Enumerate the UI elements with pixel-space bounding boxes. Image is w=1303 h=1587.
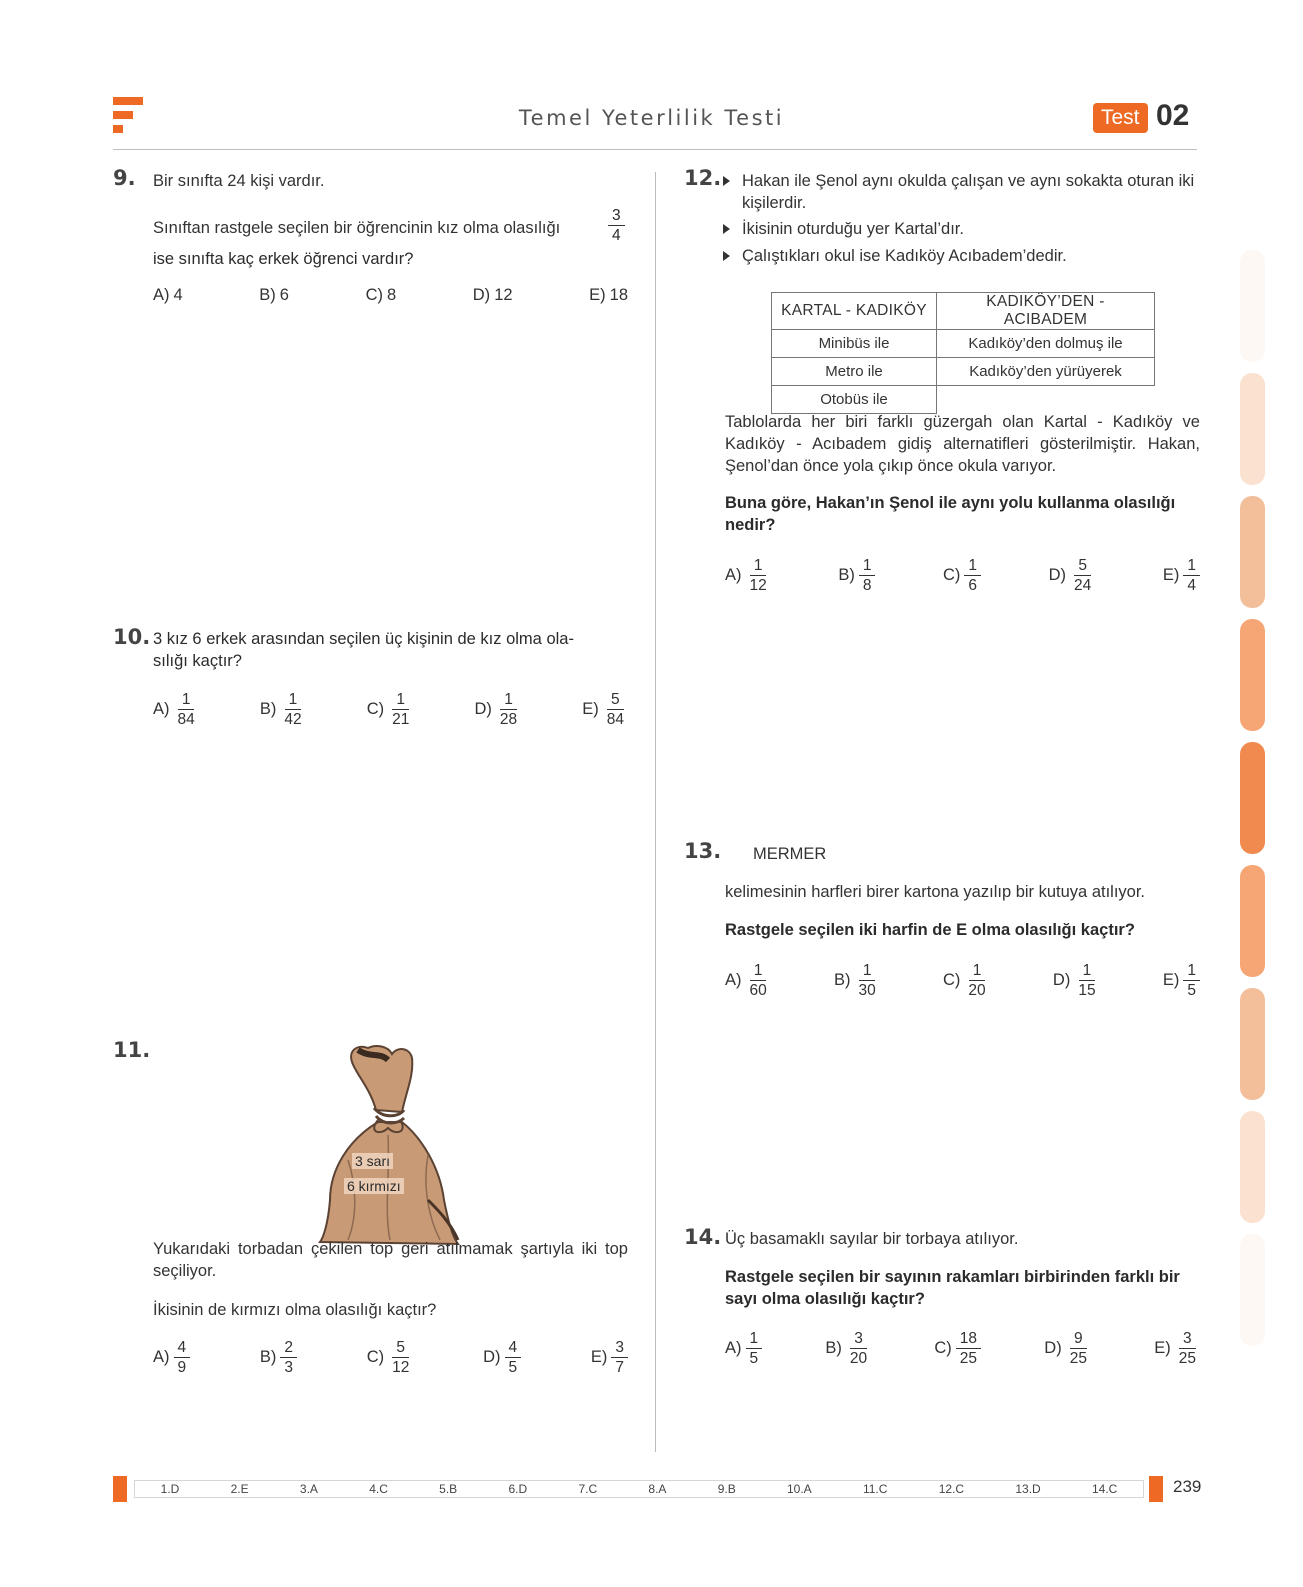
- fraction-denominator: 8: [862, 577, 872, 594]
- option-a[interactable]: [153, 286, 183, 305]
- option-e[interactable]: [1154, 1329, 1200, 1368]
- table-cell: Kadıköy’den yürüyerek: [937, 358, 1155, 386]
- option-c[interactable]: [366, 286, 397, 305]
- option-c[interactable]: [943, 556, 981, 595]
- option-fraction: [746, 556, 771, 595]
- option-label: E): [1162, 971, 1180, 989]
- side-tab[interactable]: [1240, 1234, 1265, 1346]
- side-tab[interactable]: [1240, 988, 1265, 1100]
- fraction-denominator: 5: [749, 1350, 759, 1367]
- option-a[interactable]: [725, 961, 771, 1000]
- fraction-numerator: 1: [178, 690, 195, 710]
- question-10-text-1: 3 kız 6 erkek arasından seçilen üç kişinin de kız olma ola-: [153, 630, 574, 648]
- question-12-question: Buna göre, Hakan’ın Şenol ile aynı yolu kullanma olasılığı nedir?: [725, 494, 1176, 534]
- option-b[interactable]: [260, 690, 306, 729]
- fraction-denominator: 20: [849, 1350, 868, 1367]
- option-fraction: [964, 961, 989, 1000]
- question-11-options: [153, 1338, 628, 1377]
- answer-item: 2.E: [230, 1482, 249, 1496]
- question-9-text-2: Sınıftan rastgele seçilen bir öğrencinin kız olma olasılığı: [153, 219, 561, 237]
- option-label: B): [259, 700, 277, 718]
- bag-label-yellow: 3 sarı: [352, 1153, 393, 1169]
- answer-item: 7.C: [578, 1482, 598, 1496]
- fraction-numerator: 3: [608, 206, 625, 226]
- fraction-numerator: 5: [607, 690, 624, 710]
- option-a[interactable]: [725, 556, 771, 595]
- bullet-icon: [723, 224, 730, 234]
- option-b[interactable]: [834, 961, 880, 1000]
- fraction-numerator: 2: [280, 1338, 297, 1358]
- question-9-fraction: [608, 206, 625, 245]
- footer-accent-right: [1149, 1476, 1163, 1502]
- option-e[interactable]: [589, 286, 628, 305]
- fraction-numerator: 1: [964, 556, 981, 576]
- option-fraction: [603, 690, 628, 729]
- side-tab[interactable]: [1240, 496, 1265, 608]
- answer-item: 4.C: [369, 1482, 388, 1496]
- option-fraction: [280, 1338, 297, 1377]
- table-cell-empty: [937, 386, 1155, 414]
- option-fraction: [855, 961, 880, 1000]
- option-d[interactable]: [483, 1338, 521, 1377]
- option-label: B): [259, 286, 276, 304]
- side-tab[interactable]: [1240, 619, 1265, 731]
- option-fraction: [846, 1329, 871, 1368]
- table-header-kadikoy-acibadem: KADIKÖY’DEN - ACIBADEM: [937, 293, 1155, 330]
- fraction-numerator: 1: [969, 961, 986, 981]
- fraction-numerator: 1: [1079, 961, 1096, 981]
- option-value: 12: [494, 286, 513, 304]
- fraction-numerator: 9: [1070, 1329, 1087, 1349]
- fraction-numerator: 1: [859, 556, 876, 576]
- option-value: 8: [386, 286, 397, 304]
- table-cell: Minibüs ile: [772, 330, 937, 358]
- fraction-denominator: 9: [177, 1359, 187, 1376]
- fraction-denominator: 84: [606, 711, 624, 728]
- fraction-denominator: 20: [968, 982, 986, 999]
- option-label: A): [153, 286, 170, 304]
- fraction-denominator: 25: [1178, 1350, 1196, 1367]
- side-tab-active[interactable]: [1240, 742, 1265, 854]
- option-label: A): [725, 971, 742, 989]
- option-label: E): [1154, 1339, 1171, 1357]
- option-label: D): [472, 286, 491, 304]
- question-13-number: 13.: [684, 839, 722, 863]
- option-fraction: [1183, 961, 1200, 1000]
- option-fraction: [859, 556, 876, 595]
- option-label: B): [825, 1339, 842, 1357]
- fraction-denominator: 12: [749, 577, 767, 594]
- fraction-denominator: 5: [1187, 982, 1196, 999]
- question-10-number: 10.: [113, 625, 151, 649]
- option-e[interactable]: [1163, 961, 1200, 1000]
- option-fraction: [611, 1338, 628, 1377]
- question-12-bullet-1: [742, 170, 1200, 214]
- option-fraction: [1175, 1329, 1200, 1368]
- table-cell: Kadıköy’den dolmuş ile: [937, 330, 1155, 358]
- fraction-numerator: 1: [750, 556, 767, 576]
- page-title: Temel Yeterlilik Testi: [518, 106, 785, 130]
- option-label: E): [590, 1348, 608, 1366]
- test-number: 02: [1156, 99, 1190, 132]
- table-cell: Metro ile: [772, 358, 937, 386]
- option-label: A): [153, 700, 170, 718]
- fraction-denominator: 42: [284, 711, 302, 728]
- answer-item: 11.C: [862, 1482, 888, 1496]
- option-fraction: [496, 690, 521, 729]
- question-14-number: 14.: [684, 1225, 722, 1249]
- option-fraction: [1183, 556, 1200, 595]
- option-label: D): [1048, 566, 1067, 584]
- fraction-numerator: 1: [1183, 556, 1200, 576]
- fraction-numerator: 18: [956, 1329, 981, 1349]
- side-tab[interactable]: [1240, 373, 1265, 485]
- option-label: C): [934, 1339, 952, 1357]
- answer-item: 8.A: [648, 1482, 667, 1496]
- question-13-question: Rastgele seçilen iki harfin de E olma olasılığı kaçtır?: [725, 921, 1135, 939]
- question-9-options: [153, 286, 628, 305]
- option-label: D): [1044, 1339, 1062, 1357]
- table-cell: Otobüs ile: [772, 386, 937, 414]
- option-fraction: [1066, 1329, 1091, 1368]
- option-label: A): [725, 566, 742, 584]
- question-9-text-1: Bir sınıfta 24 kişi vardır.: [153, 172, 325, 190]
- bullet-icon: [723, 176, 730, 186]
- option-label: C): [943, 971, 961, 989]
- fraction-numerator: 5: [1074, 556, 1091, 576]
- bag-label-red: 6 kırmızı: [344, 1178, 404, 1194]
- fraction-denominator: 21: [392, 711, 410, 728]
- fraction-numerator: 1: [500, 690, 517, 710]
- option-label: A): [153, 1348, 170, 1366]
- question-10-options: [153, 690, 628, 729]
- option-d[interactable]: [474, 690, 521, 729]
- option-e[interactable]: [591, 1338, 628, 1377]
- option-fraction: [388, 1338, 413, 1377]
- answer-item: 13.D: [1015, 1482, 1041, 1496]
- fraction-denominator: 3: [284, 1359, 293, 1376]
- answer-item: 1.D: [160, 1482, 180, 1496]
- question-10-text-2: sılığı kaçtır?: [153, 652, 242, 670]
- option-c[interactable]: [934, 1329, 981, 1368]
- question-11-text: Yukarıdaki torbadan çekilen top geri atılmamak şartıyla iki top seçiliyor.: [153, 1240, 628, 1280]
- option-e[interactable]: [1163, 556, 1200, 595]
- question-13-options: [725, 961, 1200, 1000]
- fraction-denominator: 25: [1069, 1350, 1087, 1367]
- question-13-text: kelimesinin harfleri birer kartona yazılıp bir kutuya atılıyor.: [725, 883, 1146, 901]
- option-fraction: [1074, 961, 1099, 1000]
- question-12-bullet-2: [742, 218, 1200, 240]
- option-a[interactable]: [153, 690, 199, 729]
- option-label: A): [725, 1339, 742, 1357]
- fraction-numerator: 1: [746, 1329, 763, 1349]
- header-divider: [113, 149, 1197, 150]
- fraction-numerator: 1: [285, 690, 302, 710]
- fraction-denominator: 30: [858, 982, 876, 999]
- option-label: D): [1052, 971, 1071, 989]
- answer-item: 14.C: [1092, 1482, 1118, 1496]
- side-tab[interactable]: [1240, 1111, 1265, 1223]
- option-label: B): [834, 971, 851, 989]
- answer-item: 10.A: [787, 1482, 812, 1496]
- side-tab[interactable]: [1240, 865, 1265, 977]
- fraction-denominator: 7: [615, 1359, 624, 1376]
- option-b[interactable]: [259, 286, 289, 305]
- option-fraction: [174, 690, 199, 729]
- bullet-text: İkisinin oturduğu yer Kartal’dır.: [742, 220, 964, 238]
- option-d[interactable]: [473, 286, 513, 305]
- option-value: 18: [609, 286, 628, 304]
- option-label: C): [366, 1348, 385, 1366]
- option-label: D): [483, 1348, 501, 1366]
- fraction-denominator: 84: [177, 711, 195, 728]
- fraction-numerator: 1: [859, 961, 876, 981]
- answer-key: [134, 1480, 1144, 1498]
- option-label: B): [838, 566, 855, 584]
- option-label: B): [259, 1348, 277, 1366]
- footer-accent-left: [113, 1476, 127, 1502]
- question-9-number: 9.: [113, 166, 136, 190]
- option-fraction: [746, 961, 771, 1000]
- question-12-bullet-3: [742, 245, 1200, 267]
- answer-item: 3.A: [299, 1482, 318, 1496]
- column-divider: [655, 172, 656, 1452]
- question-9-text-3: ise sınıfta kaç erkek öğrenci vardır?: [153, 250, 414, 268]
- fraction-denominator: 15: [1078, 982, 1096, 999]
- option-a[interactable]: [725, 1329, 762, 1368]
- option-value: 4: [173, 286, 183, 304]
- fraction-numerator: 3: [611, 1338, 628, 1358]
- fraction-numerator: 1: [1183, 961, 1200, 981]
- question-11-question: İkisinin de kırmızı olma olasılığı kaçtır?: [153, 1301, 437, 1319]
- fraction-denominator: 6: [968, 577, 978, 594]
- fraction-denominator: 24: [1074, 577, 1092, 594]
- answer-item: 5.B: [439, 1482, 458, 1496]
- option-label: C): [365, 286, 383, 304]
- question-14-options: [725, 1329, 1200, 1368]
- fraction-numerator: 3: [850, 1329, 867, 1349]
- side-tab[interactable]: [1240, 250, 1265, 362]
- option-c[interactable]: [943, 961, 990, 1000]
- option-fraction: [280, 690, 305, 729]
- option-label: E): [582, 700, 599, 718]
- option-fraction: [388, 690, 413, 729]
- fraction-numerator: 1: [392, 690, 409, 710]
- fraction-denominator: 60: [749, 982, 767, 999]
- fraction-numerator: 4: [174, 1338, 191, 1358]
- option-fraction: [174, 1338, 191, 1377]
- option-b[interactable]: [825, 1329, 871, 1368]
- test-badge: Test: [1093, 103, 1148, 133]
- option-fraction: [964, 556, 981, 595]
- option-label: C): [943, 566, 961, 584]
- question-12-text: Tablolarda her biri farklı güzergah olan Kartal - Kadıköy ve Kadıköy - Acıbadem gidiş alternatifleri gösterilmiştir. Hakan, Şenol’dan önce yola çıkıp önce okula varıyor.: [725, 413, 1200, 475]
- question-12-options: [725, 556, 1200, 595]
- option-value: 6: [279, 286, 289, 304]
- question-12-number: 12.: [684, 166, 722, 190]
- option-d[interactable]: [1049, 556, 1096, 595]
- option-e[interactable]: [582, 690, 628, 729]
- question-11-number: 11.: [113, 1038, 151, 1062]
- question-14-question: Rastgele seçilen bir sayının rakamları birbirinden farklı bir sayı olma olasılığı kaçtır?: [725, 1268, 1180, 1308]
- option-b[interactable]: [838, 556, 875, 595]
- option-c[interactable]: [367, 690, 414, 729]
- answer-item: 9.B: [717, 1482, 736, 1496]
- fraction-denominator: 4: [612, 227, 621, 244]
- option-d[interactable]: [1053, 961, 1100, 1000]
- fraction-denominator: 28: [499, 711, 518, 728]
- option-label: E): [589, 286, 606, 304]
- fraction-denominator: 25: [959, 1350, 978, 1367]
- option-label: D): [474, 700, 492, 718]
- option-label: C): [366, 700, 385, 718]
- table-header-kartal-kadikoy: KARTAL - KADIKÖY: [772, 293, 937, 330]
- option-d[interactable]: [1044, 1329, 1091, 1368]
- option-fraction: [1070, 556, 1095, 595]
- bullet-text: Çalıştıkları okul ise Kadıköy Acıbadem’dedir.: [742, 247, 1067, 265]
- answer-item: 12.C: [938, 1482, 965, 1496]
- bag-illustration: [318, 1040, 466, 1246]
- bullet-icon: [723, 251, 730, 261]
- bullet-text: Hakan ile Şenol aynı okulda çalışan ve aynı sokakta oturan iki kişilerdir.: [742, 172, 1195, 212]
- fraction-denominator: 5: [508, 1359, 518, 1376]
- fraction-numerator: 4: [505, 1338, 522, 1358]
- page-number: 239: [1173, 1477, 1202, 1496]
- option-c[interactable]: [367, 1338, 414, 1377]
- option-b[interactable]: [260, 1338, 297, 1377]
- fraction-numerator: 3: [1179, 1329, 1196, 1349]
- option-fraction: [505, 1338, 522, 1377]
- question-14-text: Üç basamaklı sayılar bir torbaya atılıyor.: [725, 1230, 1019, 1248]
- question-13-word: MERMER: [753, 845, 827, 863]
- fraction-denominator: 4: [1187, 577, 1196, 594]
- option-fraction: [746, 1329, 763, 1368]
- option-label: E): [1162, 566, 1180, 584]
- option-fraction: [956, 1329, 981, 1368]
- answer-item: 6.D: [508, 1482, 528, 1496]
- fraction-numerator: 1: [750, 961, 767, 981]
- option-a[interactable]: [153, 1338, 190, 1377]
- fraction-denominator: 12: [392, 1359, 410, 1376]
- routes-table: [771, 292, 1155, 414]
- fraction-numerator: 5: [392, 1338, 409, 1358]
